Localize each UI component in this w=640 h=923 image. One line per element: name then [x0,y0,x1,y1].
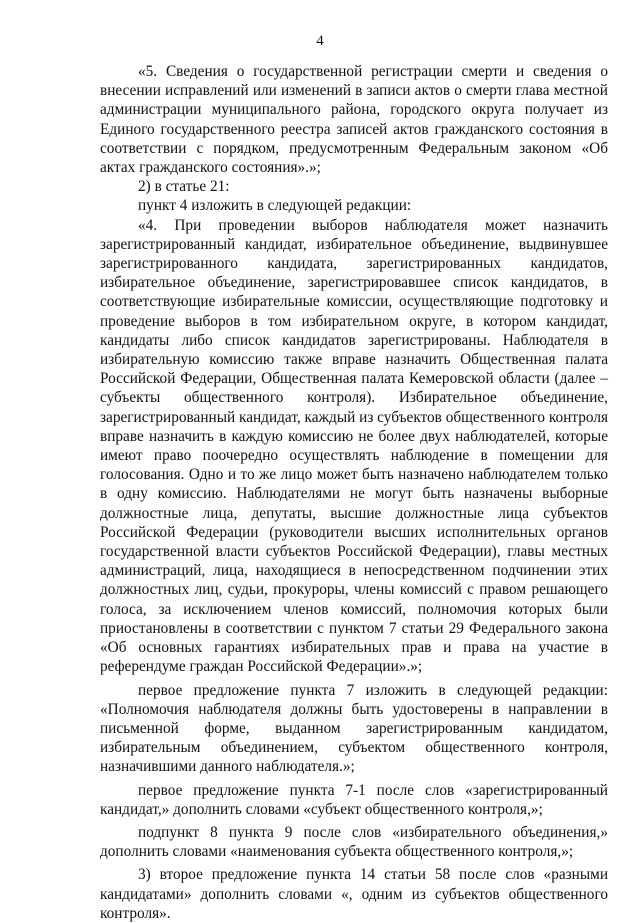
page-number: 4 [316,33,324,49]
paragraph-civil-registration: «5. Сведения о государственной регистрации смерти и сведения о внесении исправлений или изменений в записи актов о смерти глава местной администрации муниципального района, городского округа получает из Единого государственного реестра записей актов гражданского состояния в соответствии с порядком, предусмотренным Федеральным законом «Об актах гражданского состояния».»; [100,63,608,177]
paragraph-subitem-8: подпункт 8 пункта 9 после слов «избирательного объединения,» дополнить словами «наименования субъекта общественного контроля,»; [100,823,608,861]
paragraph-article-58: 3) второе предложение пункта 14 статьи 58 после слов «разными кандидатами» дополнить словами «, одним из субъектов общественного контроля». [100,866,608,922]
paragraph-item-4-text: «4. При проведении выборов наблюдателя может назначить зарегистрированный кандидат, избирательное объединение, выдвинувшее зарегистрированного кандидата, зарегистрированных кандидатов, избирательное объединение, зарегистрировавшее список кандидатов, в соответствующие избирательные комиссии, осуществляющие подготовку и проведение выборов в том избирательном округе, в котором кандидат, кандидаты либо список кандидатов зарегистрированы. Наблюдателя в избирательную комиссию также вправе назначить Общественная палата Российской Федерации, Общественная палата Кемеровской области (далее – субъекты общественного контроля). Избирательное объединение, зарегистрированный кандидат, каждый из субъектов общественного контроля вправе назначить в каждую комиссию не более двух наблюдателей, которые имеют право поочередно осуществлять наблюдение в помещении для голосования. Одно и то же лицо может быть назначено наблюдателем только в одну комиссию. Наблюдателями не могут быть назначены выборные должностные лица, депутаты, высшие должностные лица субъектов Российской Федерации (руководители высших исполнительных органов государственной власти субъектов Российской Федерации), главы местных администраций, лица, находящиеся в непосредственном подчинении этих должностных лиц, судьи, прокуроры, члены комиссий с правом решающего голоса, за исключением членов комиссий, полномочия которых были приостановлены в соответствии с пунктом 7 статьи 29 Федерального закона «Об основных гарантиях избирательных прав и права на участие в референдуме граждан Российской Федерации».»; [100,216,609,676]
paragraph-article-21: 2) в статье 21: [138,178,230,196]
paragraph-item-7-1: первое предложение пункта 7-1 после слов «зарегистрированный кандидат,» дополнить словами «субъект общественного контроля,»; [100,781,608,818]
document-body [100,62,608,923]
paragraph-item-4-intro: пункт 4 изложить в следующей редакции: [138,197,412,215]
paragraph-item-7: первое предложение пункта 7 изложить в следующей редакции: «Полномочия наблюдателя должны быть удостоверены в направлении в письменной форме, выданном зарегистрированным кандидатом, избирательным объединением, субъектом общественного контроля, назначившими данного наблюдателя.»; [100,681,608,776]
